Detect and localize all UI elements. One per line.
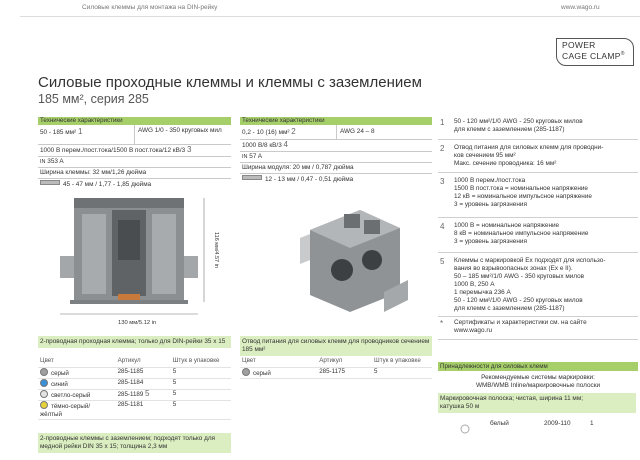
- col1-order-desc: 2-проводная проходная клемма; только для DIN-рейки 35 x 15: [38, 336, 231, 348]
- table-row: синий 285-1184 5: [38, 379, 231, 390]
- col1-tech-header: Технические характеристики: [38, 117, 231, 125]
- col1-dim-width: 130 мм/5.12 in: [118, 320, 157, 326]
- notes-panel: [438, 117, 638, 340]
- accessories-subtitle: Рекомендуемые системы маркировки: WMB/WMB Inline/маркировочные полоски: [475, 374, 601, 389]
- col1-th-color: Цвет: [38, 357, 116, 368]
- page-title: Силовые проходные клеммы и клеммы с заземлением: [38, 74, 422, 91]
- table-row: светло-серый 285-1189 5 5: [38, 390, 231, 401]
- col1-order-table: [38, 357, 231, 420]
- table-row: серый 285-1175 5: [240, 368, 432, 379]
- color-swatch-icon: [40, 379, 48, 387]
- col2-th-pack: Штук в упаковке: [372, 357, 432, 368]
- col1-ground-desc: 2-проводные клеммы с заземлением; подходят только для медной рейки DIN 35 x 15; толщина 2,3 мм: [38, 433, 231, 453]
- col2-tech-header: Технические характеристики: [240, 117, 432, 125]
- col2-strip: 12 - 13 мм / 0,47 - 0,51 дюйма: [265, 176, 354, 183]
- color-swatch-icon: [40, 368, 48, 376]
- note-1: 1 50 - 120 мм²/1/0 AWG - 250 круговых милов для клемм с заземлением (285-1187): [438, 117, 638, 140]
- col2-th-color: Цвет: [240, 357, 317, 368]
- col1-range: 50 - 185 мм²: [40, 129, 77, 136]
- header-divider: [20, 16, 640, 17]
- marker-strip-icon: [458, 424, 472, 434]
- color-swatch-icon: [40, 401, 48, 409]
- col2-range: 0,2 - 10 (16) мм²: [242, 129, 290, 136]
- col2-tech-block: Технические характеристики 0,2 - 10 (16) мм² 2 AWG 24 – 8 1000 В/8 кВ/3 4 IN 57 A Ширина модуля: 20 мм / 0,787 дюйма 12 - 13 мм / 0,47 - 0,51 дюйма: [240, 117, 432, 185]
- note-5: 5 Клеммы с маркировкой Ex подходят для использо- вания во взрывоопасных зонах (Ex e II). 50 – 185 мм²/1/0 AWG - 350 круговых милов 1000 В, 250 A 1 перемычка 236 A 50 - 120 мм²/1/0 AWG - 250 круговых милов для клемм с заземлением (285-1187): [438, 253, 638, 317]
- col2-product-image: [300, 200, 410, 315]
- strip-length-icon: [242, 175, 262, 180]
- page-subtitle: 185 мм², серия 285: [38, 92, 149, 106]
- col1-dim-height: 116 мм/4.57 in: [213, 232, 219, 268]
- cert-note: * Сертификаты и характеристики см. на сайте www.wago.ru: [438, 317, 638, 340]
- note-4: 4 1000 В = номинальное напряжение 8 кВ = номинальное импульсное напряжение 3 = уровень загрязнения: [438, 218, 638, 253]
- col2-width: Ширина модуля: 20 мм / 0,787 дюйма: [242, 164, 354, 171]
- col2-order-table: [240, 357, 432, 379]
- table-row: тёмно-серый/ жёлтый 285-1181 5: [38, 401, 231, 420]
- table-row: серый 285-1185 5: [38, 368, 231, 379]
- col1-th-article: Артикул: [116, 357, 171, 368]
- col1-awg: AWG 1/0 - 350 круговых мил: [138, 127, 222, 134]
- col1-product-image: [60, 190, 212, 320]
- col1-current: 353 A: [47, 158, 64, 165]
- col1-strip: 45 - 47 мм / 1,77 - 1,85 дюйма: [63, 181, 152, 188]
- strip-length-icon: [40, 180, 60, 185]
- col2-current: 57 A: [249, 153, 263, 160]
- note-2: 2 Отвод питания для силовых клемм для проводни- ков сечением 95 мм² Макс. сечение проводника: 16 мм²: [438, 140, 638, 173]
- accessory-row: белый 2009-110 1: [438, 416, 638, 444]
- page-header-category: Силовые клеммы для монтажа на DIN-рейку: [82, 4, 218, 11]
- accessories-header: Принадлежности для силовых клемм: [438, 362, 638, 371]
- col1-voltage: 1000 В перем./пост.тока/1500 В пост.тока/12 кВ/3: [40, 147, 186, 154]
- page-header-url[interactable]: www.wago.ru: [561, 4, 600, 11]
- note-3: 3 1000 В перем./пост.тока 1500 В пост.тока = номинальное напряжение 12 кВ = номинальное импульсное напряжение 3 = уровень загрязнения: [438, 173, 638, 218]
- marker-strip-desc: Маркировочная полоска; чистая, ширина 11 мм; катушка 50 м: [438, 393, 636, 413]
- col2-awg: AWG 24 – 8: [340, 128, 375, 135]
- power-cage-clamp-logo: POWER CAGE CLAMP®: [556, 38, 638, 68]
- col1-th-pack: Штук в упаковке: [171, 357, 231, 368]
- col2-order-desc: Отвод питания для силовых клемм для проводников сечением 185 мм²: [240, 336, 432, 356]
- col1-width: Ширина клеммы: 32 мм/1,26 дюйма: [40, 169, 147, 176]
- color-swatch-icon: [242, 368, 250, 376]
- col2-voltage: 1000 В/8 кВ/3: [242, 142, 282, 149]
- col1-tech-block: Технические характеристики 50 - 185 мм² 1 AWG 1/0 - 350 круговых мил 1000 В перем./пост.тока/1500 В пост.тока/12 кВ/3 3 IN 353 A Ширина клеммы: 32 мм/1,26 дюйма 45 - 47 мм / 1,77 - 1,85 дюйма: [38, 117, 231, 190]
- color-swatch-icon: [40, 390, 48, 398]
- cert-link[interactable]: www.wago.ru: [454, 327, 493, 334]
- col2-th-article: Артикул: [317, 357, 372, 368]
